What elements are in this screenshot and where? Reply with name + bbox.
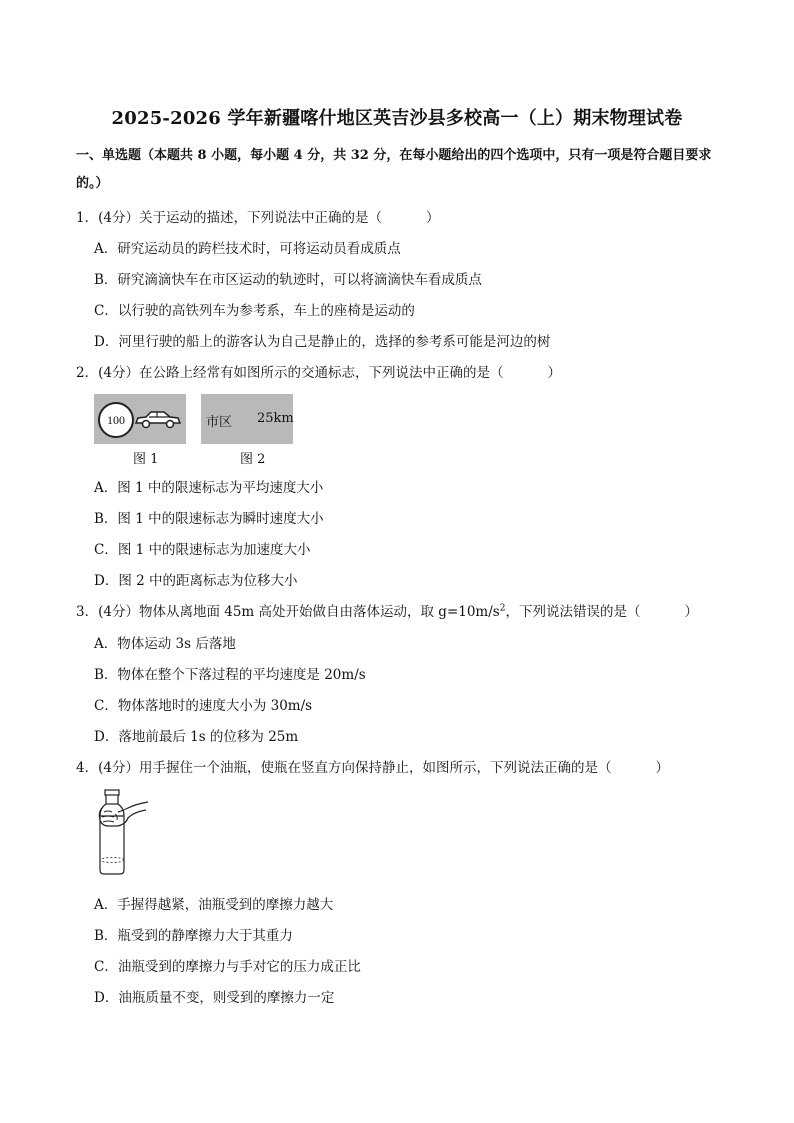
question-4-option-a: A．手握得越紧，油瓶受到的摩擦力越大 [94, 897, 334, 913]
question-1-stem [76, 206, 439, 226]
question-1-text: 1．(4分）关于运动的描述，下列说法中正确的是（ [76, 210, 382, 226]
speed-limit-sign [94, 394, 186, 444]
figure-1-label: 图 1 [133, 452, 159, 467]
question-3-option-c: C．物体落地时的速度大小为 30m/s [94, 698, 313, 714]
question-3-option-d: D．落地前最后 1s 的位移为 25m [94, 729, 299, 745]
car-icon [134, 409, 182, 429]
distance-sign-place: 市区 [206, 415, 233, 430]
section-heading: 一、单选题（本题共 8 小题，每小题 4 分，共 32 分，在每小题给出的四个选项中，只有一项是符合题目要求的。） [76, 148, 712, 191]
question-4-paren-close: ） [655, 760, 669, 776]
question-2-option-a: A．图 1 中的限速标志为平均速度大小 [94, 480, 324, 496]
exam-title: 2025-2026 学年新疆喀什地区英吉沙县多校高一（上）期末物理试卷 [111, 108, 683, 129]
question-4-option-d: D．油瓶质量不变，则受到的摩擦力一定 [94, 990, 335, 1006]
question-1-option-a: A．研究运动员的跨栏技术时，可将运动员看成质点 [94, 241, 401, 257]
figure-2-label: 图 2 [240, 452, 266, 467]
question-3-option-b: B．物体在整个下落过程的平均速度是 20m/s [94, 667, 366, 683]
question-3-stem [76, 600, 698, 620]
question-3-paren-close: ） [684, 604, 698, 620]
question-3-option-a: A．物体运动 3s 后落地 [94, 636, 236, 652]
question-1-option-c: C．以行驶的高铁列车为参考系，车上的座椅是运动的 [94, 303, 415, 319]
question-2-text: 2．(4分）在公路上经常有如图所示的交通标志，下列说法中正确的是（ [76, 365, 504, 381]
speed-limit-value: 100 [98, 402, 134, 438]
question-4-text: 4．(4分）用手握住一个油瓶，使瓶在竖直方向保持静止，如图所示，下列说法正确的是（ [76, 760, 612, 776]
question-3-text: 3．(4分）物体从离地面 45m 高处开始做自由落体运动，取 g=10m/s [76, 604, 500, 620]
question-2-option-d: D．图 2 中的距离标志为位移大小 [94, 573, 298, 589]
question-3-exponent: 2 [499, 603, 506, 614]
hand-holding-bottle-icon [88, 786, 154, 876]
question-4-option-b: B．瓶受到的静摩擦力大于其重力 [94, 928, 293, 944]
question-2-stem [76, 361, 561, 381]
question-2-option-b: B．图 1 中的限速标志为瞬时速度大小 [94, 511, 324, 527]
question-1-paren-close: ） [425, 210, 440, 226]
distance-sign-km: 25km [257, 411, 294, 426]
question-1-option-d: D．河里行驶的船上的游客认为自己是静止的，选择的参考系可能是河边的树 [94, 334, 551, 350]
question-2-option-c: C．图 1 中的限速标志为加速度大小 [94, 542, 311, 558]
question-4-option-c: C．油瓶受到的摩擦力与手对它的压力成正比 [94, 959, 361, 975]
question-2-paren-close: ） [547, 365, 561, 381]
question-4-stem [76, 756, 669, 776]
distance-sign [201, 394, 293, 444]
question-3-text-2: ，下列说法错误的是（ [505, 604, 641, 620]
question-1-option-b: B．研究滴滴快车在市区运动的轨迹时，可以将滴滴快车看成质点 [94, 272, 482, 288]
